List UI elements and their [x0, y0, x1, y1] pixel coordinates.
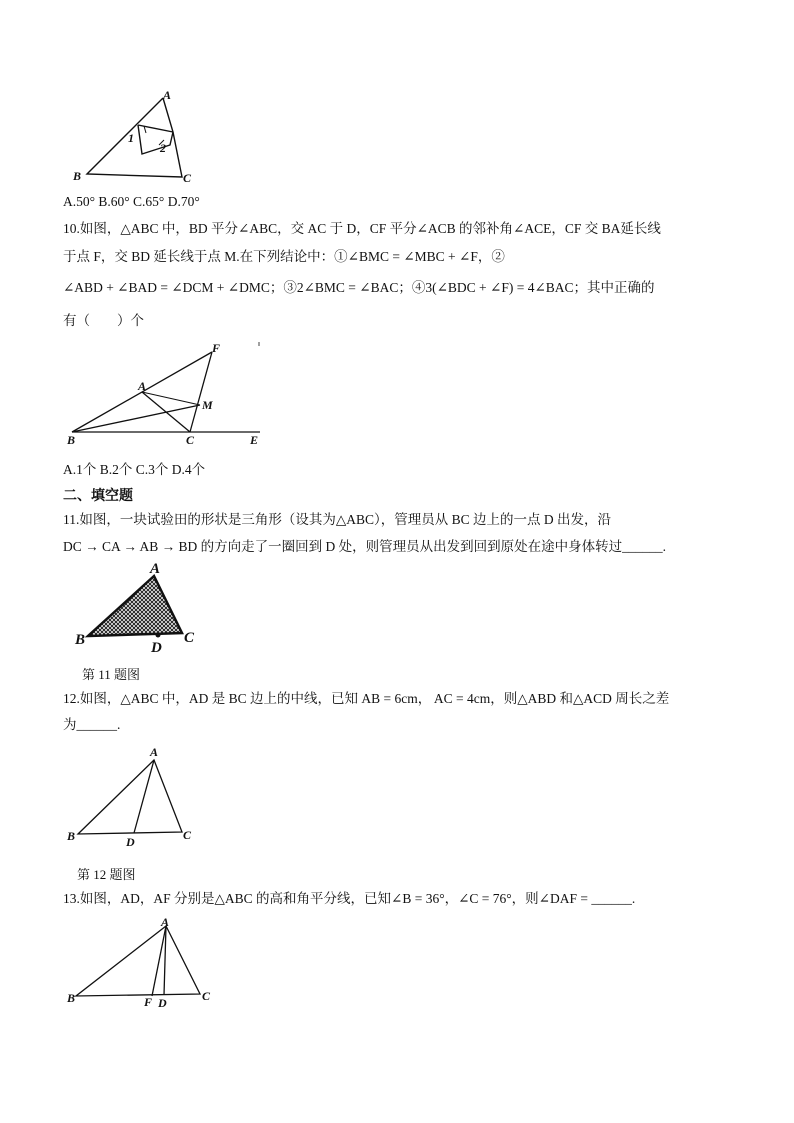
q12-label-a: A	[150, 745, 159, 759]
q10-label-f: F	[212, 341, 221, 355]
q12-caption: 第 12 题图	[77, 867, 136, 882]
q13-figure	[60, 910, 230, 1010]
q12-line1: 12.如图，△ABC 中，AD 是 BC 边上的中线，已知 AB = 6cm， AC = 4cm，则△ABD 和△ACD 周长之差	[63, 691, 670, 706]
q10-label-m: M	[202, 398, 213, 412]
q11-line2: DC → CA → AB → BD 的方向走了一圈回到 D 处，则管理员从出发到回到原处在途中身体转过______.	[63, 539, 667, 554]
section-heading: 二、填空题	[63, 489, 133, 504]
q12-label-b: B	[67, 829, 76, 843]
q12-label-d: D	[126, 835, 135, 849]
q13-label-f: F	[144, 995, 153, 1009]
q11-label-c: C	[184, 630, 195, 646]
q10-label-e: E	[250, 433, 259, 447]
q13-label-d: D	[158, 996, 167, 1010]
q9-label-1: 1	[128, 131, 134, 145]
q12-label-c: C	[183, 828, 192, 842]
q11-line1: 11.如图，一块试验田的形状是三角形（设其为△ABC），管理员从 BC 边上的一点 D 出发，沿	[63, 512, 612, 527]
q10-options: A.1个 B.2个 C.3个 D.4个	[63, 462, 206, 477]
q11-caption: 第 11 题图	[82, 667, 141, 682]
q13-label-c: C	[202, 989, 211, 1003]
q11-label-d: D	[151, 640, 162, 655]
q13-label-b: B	[67, 991, 76, 1005]
q10-label-b: B	[67, 433, 76, 447]
q11-label-b: B	[75, 632, 86, 648]
q9-label-a: A	[163, 88, 172, 102]
q11-label-a: A	[150, 561, 161, 577]
q10-line3: ∠ABD + ∠BAD = ∠DCM + ∠DMC；③2∠BMC = ∠BAC；④3(∠BDC + ∠F) = 4∠BAC；其中正确的	[63, 280, 655, 295]
q9-label-b: B	[73, 169, 82, 183]
q10-label-c: C	[186, 433, 195, 447]
q9-figure	[60, 88, 220, 188]
q12-line2: 为______.	[63, 717, 121, 732]
q10-line1: 10.如图，△ABC 中，BD 平分∠ABC，交 AC 于 D，CF 平分∠ACB 的邻补角∠ACE，CF 交 BA延长线	[63, 221, 661, 236]
q9-label-c: C	[183, 171, 192, 185]
q12-figure	[60, 742, 210, 852]
q10-line4: 有（ ）个	[63, 313, 144, 328]
q10-figure	[60, 340, 280, 450]
q9-options: A.50° B.60° C.65° D.70°	[63, 194, 200, 209]
q10-label-a: A	[138, 379, 147, 393]
q9-label-2: 2	[160, 141, 166, 155]
q10-line2: 于点 F，交 BD 延长线于点 M.在下列结论中：①∠BMC = ∠MBC + ∠F，②	[63, 249, 505, 264]
q13-label-a: A	[161, 915, 170, 929]
q11-figure	[70, 560, 210, 655]
q13-line1: 13.如图，AD，AF 分别是△ABC 的高和角平分线，已知∠B = 36°，∠C = 76°，则∠DAF = ______.	[63, 891, 636, 906]
